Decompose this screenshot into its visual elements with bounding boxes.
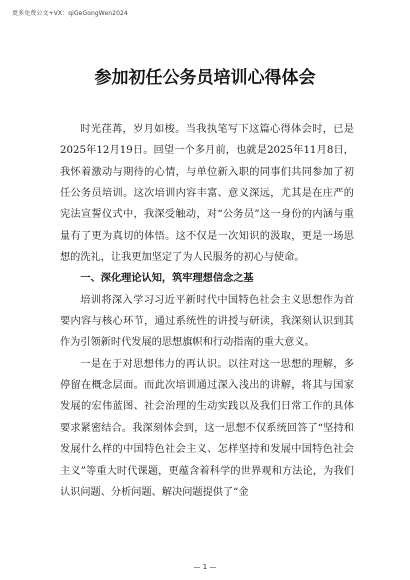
page-number: — 1 —	[193, 563, 217, 571]
body-paragraph: 一是在于对思想伟力的再认识。以往对这一思想的理解，多停留在概念层面。而此次培训通过深入浅出的讲解，将其与国家发展的宏伟蓝图、社会治理的生动实践以及我们日常工作的具体要求紧密结合。我深刻体会到，这一思想不仅系统回答了“坚持和发展什么样的中国特色社会主义、怎样坚持和发展中国特色社会主义”等重大时代课题，更蕴含着科学的世界观和方法论，为我们认识问题、分析问题、解决问题提供了“金	[60, 358, 354, 498]
section-heading: 一、深化理论认知，筑牢理想信念之基	[80, 273, 254, 285]
intro-paragraph: 时光荏苒，岁月如梭。当我执笔写下这篇心得体会时，已是2025年12月19日。回望一个多月前，也就是2025年11月8日，我怀着激动与期待的心情，与单位新入职的同事们共同参加了初任公务员培训。这次培训内容丰富、意义深远，尤其是在庄严的宪法宣誓仪式中，我深受触动，对“公务员”这一身份的内涵与重量有了更为真切的体悟。这不仅是一次知识的汲取，更是一场思想的洗礼，让我更加坚定了为人民服务的初心与使命。	[60, 124, 354, 264]
document-title: 参加初任公务员培训心得体会	[94, 68, 316, 88]
body-paragraph: 培训将深入学习习近平新时代中国特色社会主义思想作为首要内容与核心环节，通过系统性的讲授与研读，我深刻认识到其作为引领新时代发展的思想旗帜和行动指南的重大意义。	[60, 294, 354, 349]
document-body	[60, 119, 354, 503]
watermark-text: 更多免费公文+VX：qiGeGongWen2024	[12, 10, 128, 17]
